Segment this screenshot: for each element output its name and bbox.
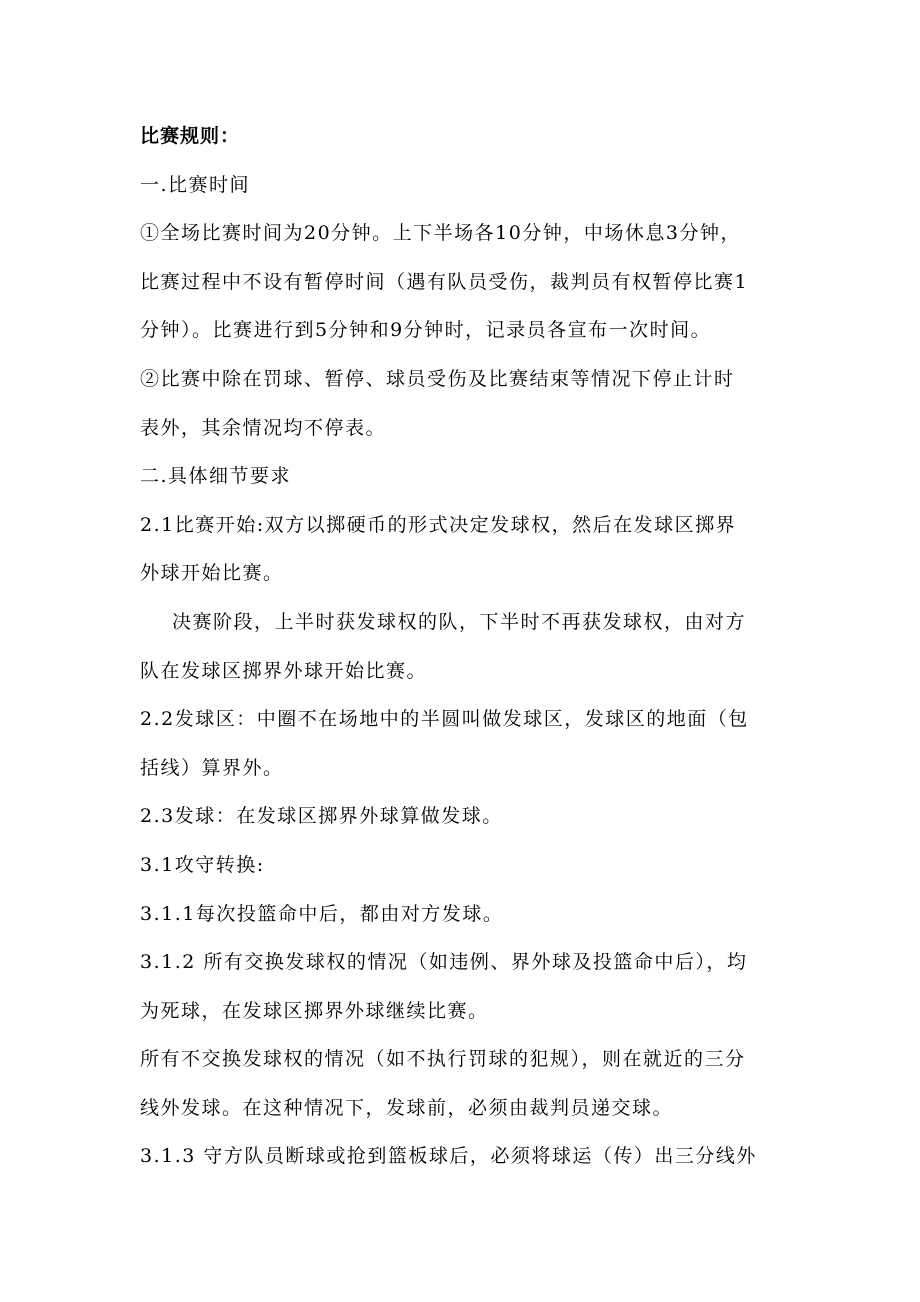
paragraph-line: 括线）算界外。	[140, 756, 284, 779]
paragraph-line: 2.1比赛开始:双方以掷硬币的形式决定发球权，然后在发球区掷界	[140, 513, 737, 536]
paragraph-line: 所有不交换发球权的情况（如不执行罚球的犯规），则在就近的三分	[140, 1048, 746, 1071]
paragraph-line: 表外，其余情况均不停表。	[140, 416, 387, 439]
paragraph-line: 为死球，在发球区掷界外球继续比赛。	[140, 999, 489, 1022]
paragraph-line: 决赛阶段，上半时获发球权的队，下半时不再获发球权，由对方	[172, 610, 747, 633]
section-heading-details: 二.具体细节要求	[140, 465, 292, 488]
paragraph-line: 外球开始比赛。	[140, 562, 284, 585]
section-heading-time: 一.比赛时间	[140, 173, 251, 196]
paragraph-line: 分钟）。比赛进行到5分钟和9分钟时，记录员各宣布一次时间。	[140, 319, 712, 342]
document-page	[140, 112, 800, 1181]
paragraph-line: ②比赛中除在罚球、暂停、球员受伤及比赛结束等情况下停止计时	[140, 367, 735, 390]
paragraph-line: 3.1.2 所有交换发球权的情况（如违例、界外球及投篮命中后），均	[140, 951, 748, 974]
paragraph-line: ①全场比赛时间为20分钟。上下半场各10分钟，中场休息3分钟，	[140, 222, 741, 245]
document-title: 比赛规则：	[140, 125, 241, 147]
paragraph-line: 3.1.1每次投篮命中后，都由对方发球。	[140, 902, 504, 925]
paragraph-line: 3.1.3 守方队员断球或抢到篮板球后，必须将球运（传）出三分线外	[140, 1145, 757, 1168]
paragraph-line: 2.2发球区：中圈不在场地中的半圆叫做发球区，发球区的地面（包	[140, 708, 749, 731]
paragraph-line: 比赛过程中不设有暂停时间（遇有队员受伤，裁判员有权暂停比赛1	[140, 270, 749, 293]
paragraph-line: 2.3发球：在发球区掷界外球算做发球。	[140, 805, 503, 828]
paragraph-line: 队在发球区掷界外球开始比赛。	[140, 659, 428, 682]
paragraph-line: 线外发球。在这种情况下，发球前，必须由裁判员递交球。	[140, 1096, 674, 1119]
subsection-heading: 3.1攻守转换:	[140, 853, 265, 876]
